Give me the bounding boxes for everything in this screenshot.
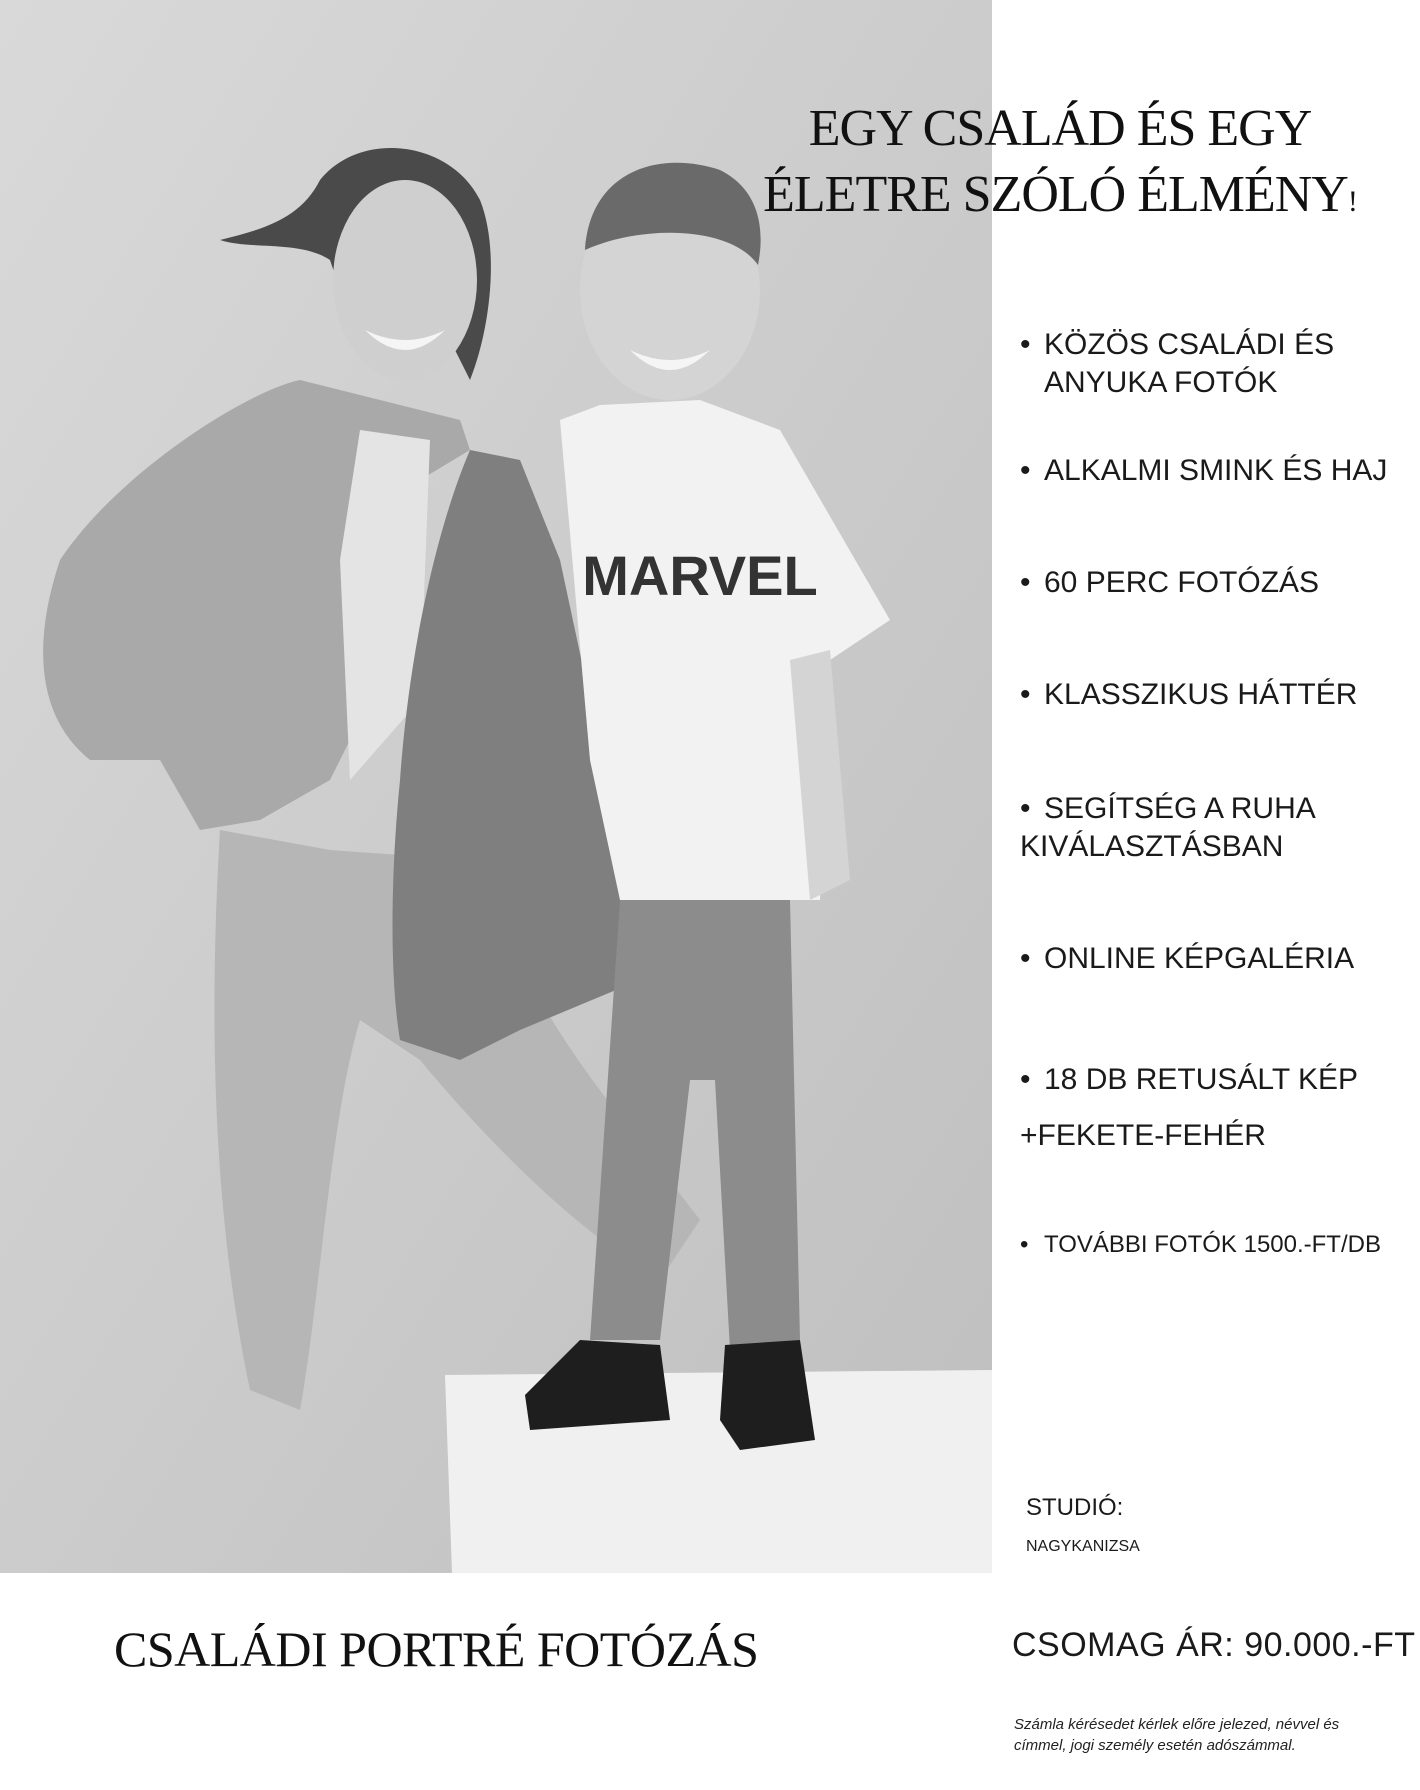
headline-line-1: EGY CSALÁD ÉS EGY — [808, 100, 1312, 157]
feature-item: • ONLINE KÉPGALÉRIA — [1020, 940, 1354, 978]
headline-exclamation: ! — [1347, 185, 1357, 218]
feature-item: • KÖZÖS CSALÁDI ÉS ANYUKA FOTÓK — [1020, 328, 1335, 399]
headline — [740, 96, 1380, 235]
bullet: • — [1020, 566, 1031, 599]
bullet: • — [1020, 1231, 1029, 1258]
package-title: CSALÁDI PORTRÉ FOTÓZÁS — [114, 1621, 759, 1677]
feature-item: • 18 DB RETUSÁLT KÉP +FEKETE-FEHÉR — [1020, 1052, 1358, 1164]
studio-city: NAGYKANIZSA — [1026, 1538, 1140, 1555]
feature-item: • KLASSZIKUS HÁTTÉR — [1020, 676, 1357, 714]
studio-label: STUDIÓ: — [1026, 1494, 1124, 1521]
tshirt-print: MARVEL — [582, 544, 818, 607]
feature-item: • TOVÁBBI FOTÓK 1500.-FT/DB — [1020, 1226, 1381, 1264]
bullet: • — [1020, 454, 1031, 487]
bullet: • — [1020, 678, 1031, 711]
bullet: • — [1020, 328, 1031, 361]
bullet: • — [1020, 792, 1031, 825]
package-price: CSOMAG ÁR: 90.000.-FT — [1012, 1626, 1416, 1664]
invoice-note: Számla kérésedet kérlek előre jelezed, névvel és címmel, jogi személy esetén adószámmal. — [1014, 1716, 1340, 1754]
bullet: • — [1020, 1063, 1031, 1096]
feature-item: • ALKALMI SMINK ÉS HAJ — [1020, 452, 1387, 490]
headline-line-2: ÉLETRE SZÓLÓ ÉLMÉNY! — [763, 166, 1357, 223]
shoe-right — [720, 1340, 815, 1450]
feature-item: • 60 PERC FOTÓZÁS — [1020, 564, 1319, 602]
feature-item: • SEGÍTSÉG A RUHA KIVÁLASZTÁSBAN — [1020, 792, 1316, 863]
bullet: • — [1020, 942, 1031, 975]
